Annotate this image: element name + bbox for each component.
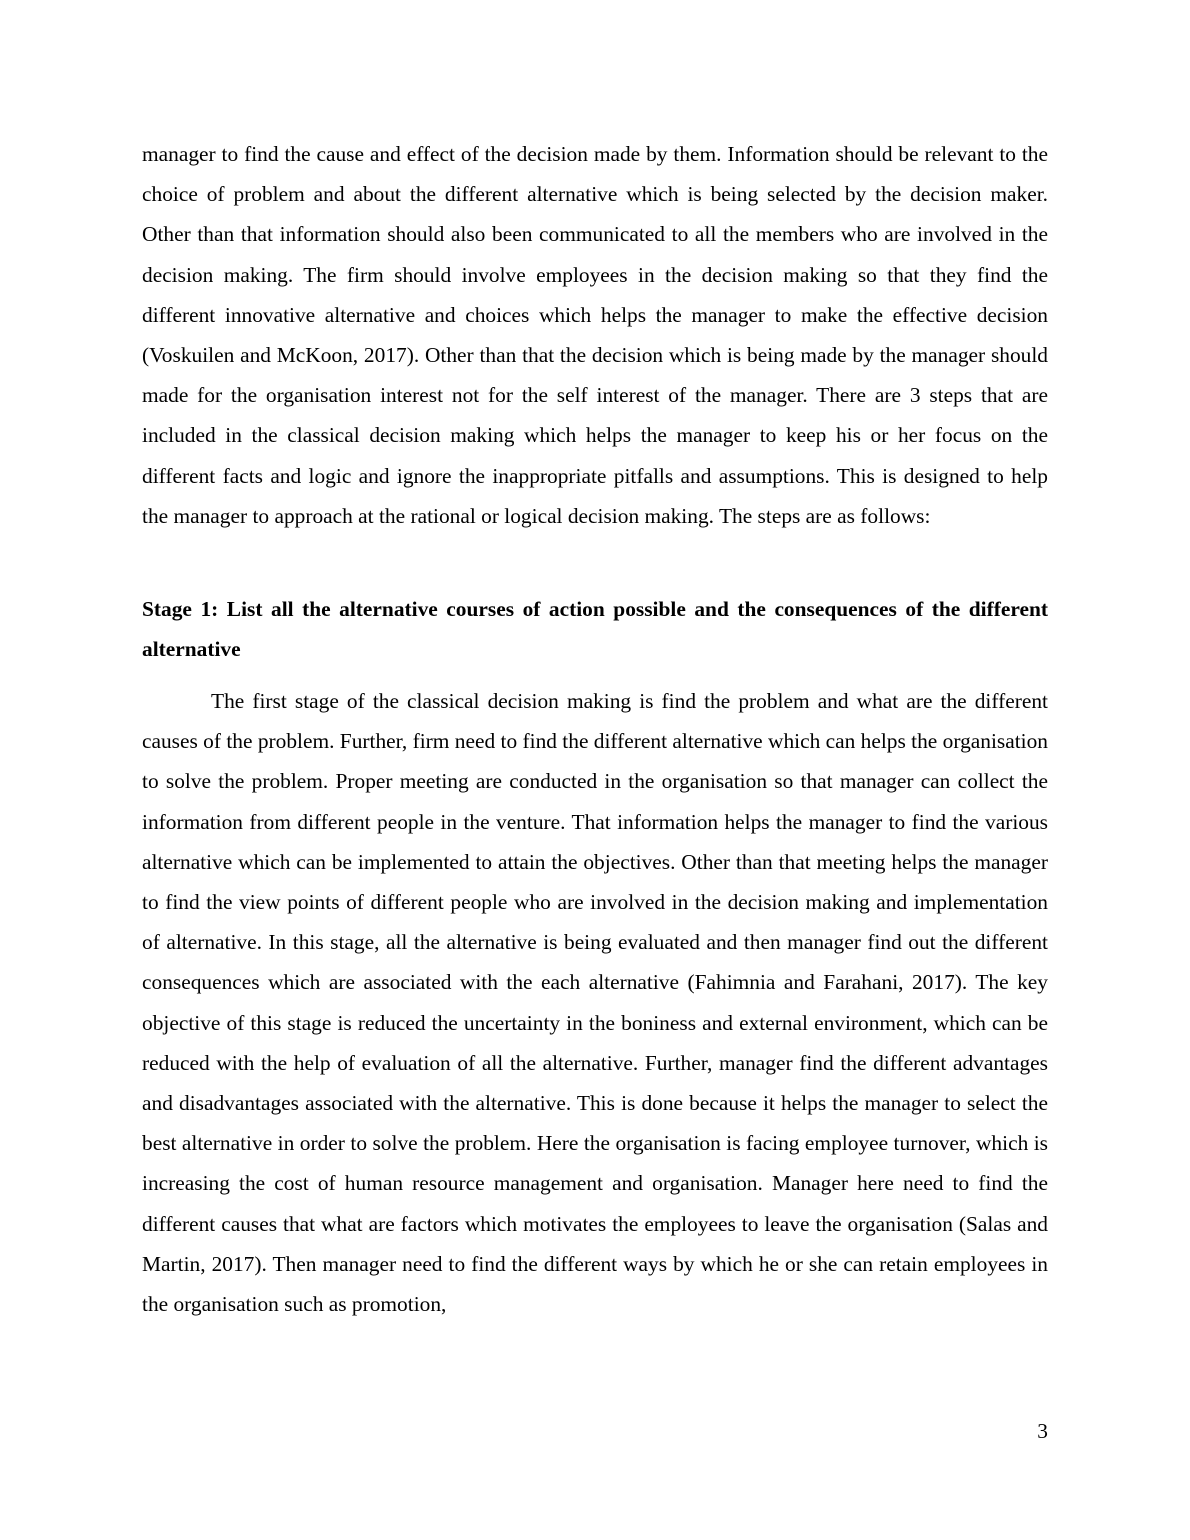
section-heading-stage-1: Stage 1: List all the alternative courses of action possible and the consequences of the different alternative: [142, 597, 1048, 661]
page-number: 3: [1037, 1419, 1048, 1443]
body-paragraph-2: The first stage of the classical decision making is find the problem and what are the different causes of the problem. Further, firm need to find the different alternative which can helps the organisation to solve the problem. Proper meeting are conducted in the organisation so that manager can collect the information from different people in the venture. That information helps the manager to find the various alternative which can be implemented to attain the objectives. Other than that meeting helps the manager to find the view points of different people who are involved in the decision making and implementation of alternative. In this stage, all the alternative is being evaluated and then manager find out the different consequences which are associated with the each alternative (Fahimnia and Farahani, 2017). The key objective of this stage is reduced the uncertainty in the boniness and external environment, which can be reduced with the help of evaluation of all the alternative. Further, manager find the different advantages and disadvantages associated with the alternative. This is done because it helps the manager to select the best alternative in order to solve the problem. Here the organisation is facing employee turnover, which is increasing the cost of human resource management and organisation. Manager here need to find the different causes that what are factors which motivates the employees to leave the organisation (Salas and Martin, 2017). Then manager need to find the different ways by which he or she can retain employees in the organisation such as promotion,: [142, 689, 1048, 1317]
body-paragraph-1: manager to find the cause and effect of the decision made by them. Information should be relevant to the choice of problem and about the different alternative which is being selected by the decision maker. Other than that information should also been communicated to all the members who are involved in the decision making. The firm should involve employees in the decision making so that they find the different innovative alternative and choices which helps the manager to make the effective decision (Voskuilen and McKoon, 2017). Other than that the decision which is being made by the manager should made for the organisation interest not for the self interest of the manager. There are 3 steps that are included in the classical decision making which helps the manager to keep his or her focus on the different facts and logic and ignore the inappropriate pitfalls and assumptions. This is designed to help the manager to approach at the rational or logical decision making. The steps are as follows:: [142, 142, 1048, 528]
